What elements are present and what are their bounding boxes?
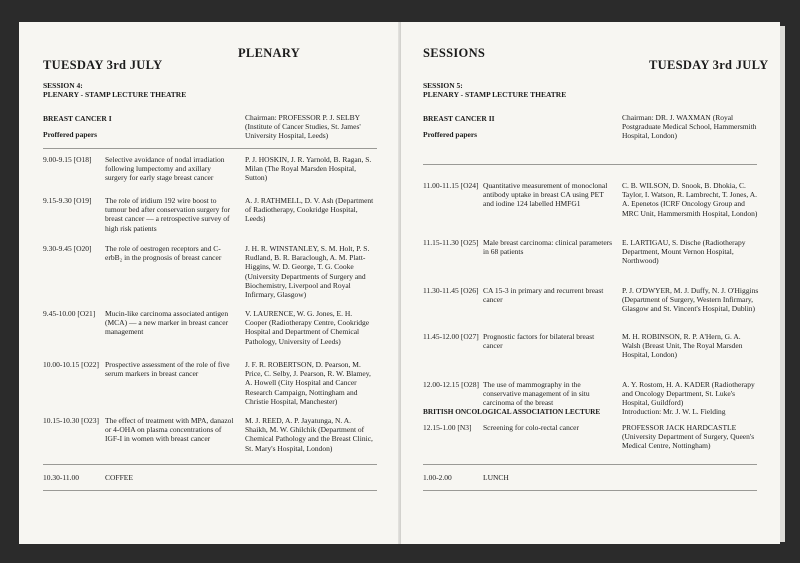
paper-title: CA 15-3 in primary and recurrent breast cancer	[483, 286, 604, 305]
day-heading-right: TUESDAY 3rd JULY	[649, 58, 769, 72]
paper-title: The effect of treatment with MPA, danazol or 4-OHA on plasma concentrations of IGF-I in women with breast cancer	[105, 416, 234, 444]
paper-authors: P. J. O'DWYER, M. J. Duffy, N. J. O'Higgins (Department of Surgery, Western Infirmary, Glasgow and St. Vincent's Hospital, Dublin)	[622, 286, 759, 314]
coffee-time: 10.30-11.00	[43, 473, 79, 482]
lunch-time: 1.00-2.00	[423, 473, 452, 482]
chairman-left: Chairman: PROFESSOR P. J. SELBY (Institute of Cancer Studies, St. James' University Hospital, Leeds)	[245, 113, 361, 141]
session-label-right: SESSION 5:	[423, 81, 463, 90]
proffered-left: Proffered papers	[43, 130, 98, 139]
divider	[43, 464, 377, 465]
time-slot: 10.15-10.30 [O23]	[43, 416, 100, 425]
paper-title: The use of mammography in the conservative management of in situ carcinoma of the breast	[483, 380, 590, 408]
divider	[423, 490, 757, 491]
lecture-time: 12.15-1.00 [N3]	[423, 423, 472, 432]
chairman-right: Chairman: DR. J. WAXMAN (Royal Postgraduate Medical School, Hammersmith Hospital, London)	[622, 113, 757, 141]
paper-title: Male breast carcinoma: clinical parameters in 68 patients	[483, 238, 613, 257]
paper-authors: E. LARTIGAU, S. Dische (Radiotherapy Department, Mount Vernon Hospital, Northwood)	[622, 238, 746, 266]
time-slot: 11.15-11.30 [O25]	[423, 238, 479, 247]
coffee-label: COFFEE	[105, 473, 133, 482]
session-venue-right: PLENARY - STAMP LECTURE THEATRE	[423, 90, 567, 99]
paper-authors: C. B. WILSON, D. Snook, B. Dhokia, C. Taylor, I. Watson, R. Lambrecht, T. Jones, A. A. Epenetos (ICRF Oncology Group and MRC Unit, Hammersmith Hospital, London)	[622, 181, 758, 218]
topic-right: BREAST CANCER II	[423, 114, 495, 123]
divider	[43, 490, 377, 491]
time-slot: 11.45-12.00 [O27]	[423, 332, 479, 341]
lunch-label: LUNCH	[483, 473, 509, 482]
time-slot: 11.30-11.45 [O26]	[423, 286, 479, 295]
paper-authors: M. J. REED, A. P. Jayatunga, N. A. Shaikh, M. W. Ghilchik (Department of Chemical Pathology and the Breast Clinic, St. Mary's Hospital, London)	[245, 416, 373, 453]
paper-title: Quantitative measurement of monoclonal antibody uptake in breast CA using PET and iodine 124 labelled HMFG1	[483, 181, 608, 209]
proffered-right: Proffered papers	[423, 130, 478, 139]
time-slot: 9.00-9.15 [O18]	[43, 155, 92, 164]
paper-authors: A. J. RATHMELL, D. V. Ash (Department of Radiotherapy, Cookridge Hospital, Leeds)	[245, 196, 374, 224]
time-slot: 9.15-9.30 [O19]	[43, 196, 92, 205]
time-slot: 12.00-12.15 [O28]	[423, 380, 480, 389]
right-page	[401, 22, 780, 544]
lecture-speaker: PROFESSOR JACK HARDCASTLE (University Department of Surgery, Queen's Medical Centre, Nottingham)	[622, 423, 755, 451]
left-page	[19, 22, 401, 544]
paper-title: The role of oestrogen receptors and C-erbB₂ in the prognosis of breast cancer	[105, 244, 222, 263]
paper-authors: M. H. ROBINSON, R. P. A'Hern, G. A. Walsh (Breast Unit, The Royal Marsden Hospital, London)	[622, 332, 743, 360]
lecture-heading: BRITISH ONCOLOGICAL ASSOCIATION LECTURE	[423, 407, 601, 416]
paper-title: The role of iridium 192 wire boost to tumour bed after conservation surgery for breast cancer — a retrospective survey of high risk patients	[105, 196, 231, 233]
topic-left: BREAST CANCER I	[43, 114, 112, 123]
paper-authors: J. H. R. WINSTANLEY, S. M. Holt, P. S. Rudland, B. R. Baraclough, A. M. Platt-Higgins, W. D. George, T. G. Cooke (University Departments of Surgery and Biochemistry, Liverpool and Royal Infirmary, Glasgow)	[245, 244, 370, 300]
paper-authors: P. J. HOSKIN, J. R. Yarnold, B. Ragan, S. Milan (The Royal Marsden Hospital, Sutton)	[245, 155, 372, 183]
paper-authors: J. F. R. ROBERTSON, D. Pearson, M. Price, C. Selby, J. Pearson, R. W. Blamey, A. Howell (City Hospital and Cancer Research Campaign, Nottingham and Christie Hospital, Manchester)	[245, 360, 371, 406]
session-venue-left: PLENARY - STAMP LECTURE THEATRE	[43, 90, 187, 99]
time-slot: 10.00-10.15 [O22]	[43, 360, 100, 369]
plenary-heading: PLENARY	[238, 46, 301, 60]
paper-authors: V. LAURENCE, W. G. Jones, E. H. Cooper (Radiotherapy Centre, Cookridge Hospital and Department of Chemical Pathology, University of Leeds)	[245, 309, 370, 346]
time-slot: 11.00-11.15 [O24]	[423, 181, 479, 190]
paper-title: Prospective assessment of the role of five serum markers in breast cancer	[105, 360, 230, 379]
session-label-left: SESSION 4:	[43, 81, 83, 90]
sessions-heading: SESSIONS	[423, 46, 486, 60]
lecture-title: Screening for colo-rectal cancer	[483, 423, 579, 432]
lecture-intro: Introduction: Mr. J. W. L. Fielding	[622, 407, 726, 416]
page-edge	[780, 26, 785, 542]
paper-title: Prognostic factors for bilateral breast cancer	[483, 332, 595, 351]
time-slot: 9.45-10.00 [O21]	[43, 309, 96, 318]
paper-authors: A. Y. Rostom, H. A. KADER (Radiotherapy and Oncology Department, St. Luke's Hospital, Guildford)	[622, 380, 755, 408]
day-heading-left: TUESDAY 3rd JULY	[43, 58, 163, 72]
time-slot: 9.30-9.45 [O20]	[43, 244, 92, 253]
divider	[423, 464, 757, 465]
paper-title: Mucin-like carcinoma associated antigen (MCA) — a new marker in breast cancer management	[105, 309, 229, 337]
divider	[423, 164, 757, 165]
divider	[43, 148, 377, 149]
paper-title: Selective avoidance of nodal irradiation following lumpectomy and axillary surgery for early stage breast cancer	[105, 155, 225, 183]
